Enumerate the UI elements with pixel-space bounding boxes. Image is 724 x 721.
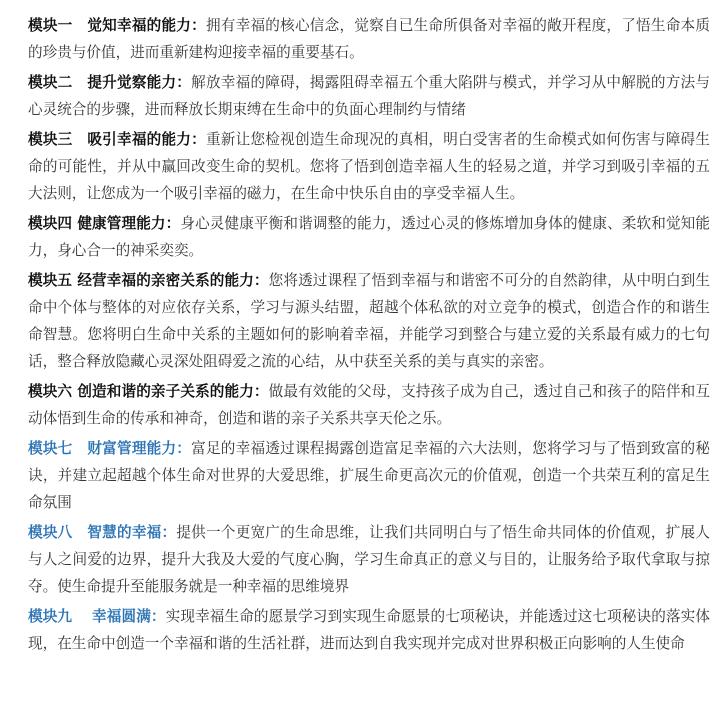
module-4: [28, 210, 710, 264]
module-9: [28, 603, 710, 657]
module-title: 模块八 智慧的幸福：: [28, 524, 177, 541]
module-title: 模块六 创造和谐的亲子关系的能力：: [28, 383, 269, 400]
module-description: 富足的幸福透过课程揭露创造富足幸福的六大法则，您将学习与了悟到致富的秘诀，并建立起超越个体生命对世界的大爱思维，扩展生命更高次元的价值观，创造一个共荣互利的富足生命氛围: [28, 440, 710, 511]
module-8: [28, 519, 710, 600]
module-description: 实现幸福生命的愿景学习到实现生命愿景的七项秘诀，并能透过这七项秘诀的落实体现，在生命中创造一个幸福和谐的生活社群，进而达到自我实现并完成对世界积极正向影响的人生使命: [28, 608, 710, 652]
module-title: 模块四 健康管理能力：: [28, 215, 181, 232]
module-title: 模块二 提升觉察能力：: [28, 74, 192, 91]
module-description: 您将透过课程了悟到幸福与和谐密不可分的自然韵律，从中明白到生命中个体与整体的对应依存关系，学习与源头结盟，超越个体私欲的对立竞争的模式，创造合作的和谐生命智慧。您将明白生命中关系的主题如何的影响着幸福，并能学习到整合与建立爱的关系最有威力的七句话，整合释放隐藏心灵深处阻碍爱之流的心结，从中获至关系的美与真实的亲密。: [28, 272, 710, 370]
module-7: [28, 435, 710, 516]
module-description: 拥有幸福的核心信念，觉察自已生命所俱备对幸福的敞开程度，了悟生命本质的珍贵与价值，进而重新建构迎接幸福的重要基石。: [28, 17, 710, 61]
module-title: 模块五 经营幸福的亲密关系的能力：: [28, 272, 269, 289]
module-1: [28, 12, 710, 66]
module-5: [28, 267, 710, 375]
module-title: 模块一 觉知幸福的能力：: [28, 17, 206, 34]
module-description: 解放幸福的障碍，揭露阻碍幸福五个重大陷阱与模式，并学习从中解脱的方法与心灵统合的步骤，进而释放长期束缚在生命中的负面心理制约与情绪: [28, 74, 710, 118]
module-description: 重新让您检视创造生命现况的真相，明白受害者的生命模式如何伤害与障碍生命的可能性，并从中赢回改变生命的契机。您将了悟到创造幸福人生的轻易之道，并学习到吸引幸福的五大法则，让您成为一个吸引幸福的磁力，在生命中快乐自由的享受幸福人生。: [28, 131, 710, 202]
module-description: 身心灵健康平衡和谐调整的能力，透过心灵的修炼增加身体的健康、柔软和觉知能力，身心合一的神采奕奕。: [28, 215, 710, 259]
module-title: 模块九 幸福圆满：: [28, 608, 166, 625]
module-3: [28, 126, 710, 207]
module-title: 模块三 吸引幸福的能力：: [28, 131, 206, 148]
module-title: 模块七 财富管理能力：: [28, 440, 192, 457]
module-description: 提供一个更宽广的生命思维，让我们共同明白与了悟生命共同体的价值观，扩展人与人之间爱的边界，提升大我及大爱的气度心胸，学习生命真正的意义与目的，让服务给予取代拿取与掠夺。使生命提升至能服务就是一种幸福的思维境界: [28, 524, 710, 595]
module-description: 做最有效能的父母，支持孩子成为自己，透过自己和孩子的陪伴和互动体悟到生命的传承和神奇，创造和谐的亲子关系共享天伦之乐。: [28, 383, 710, 427]
module-6: [28, 378, 710, 432]
module-2: [28, 69, 710, 123]
